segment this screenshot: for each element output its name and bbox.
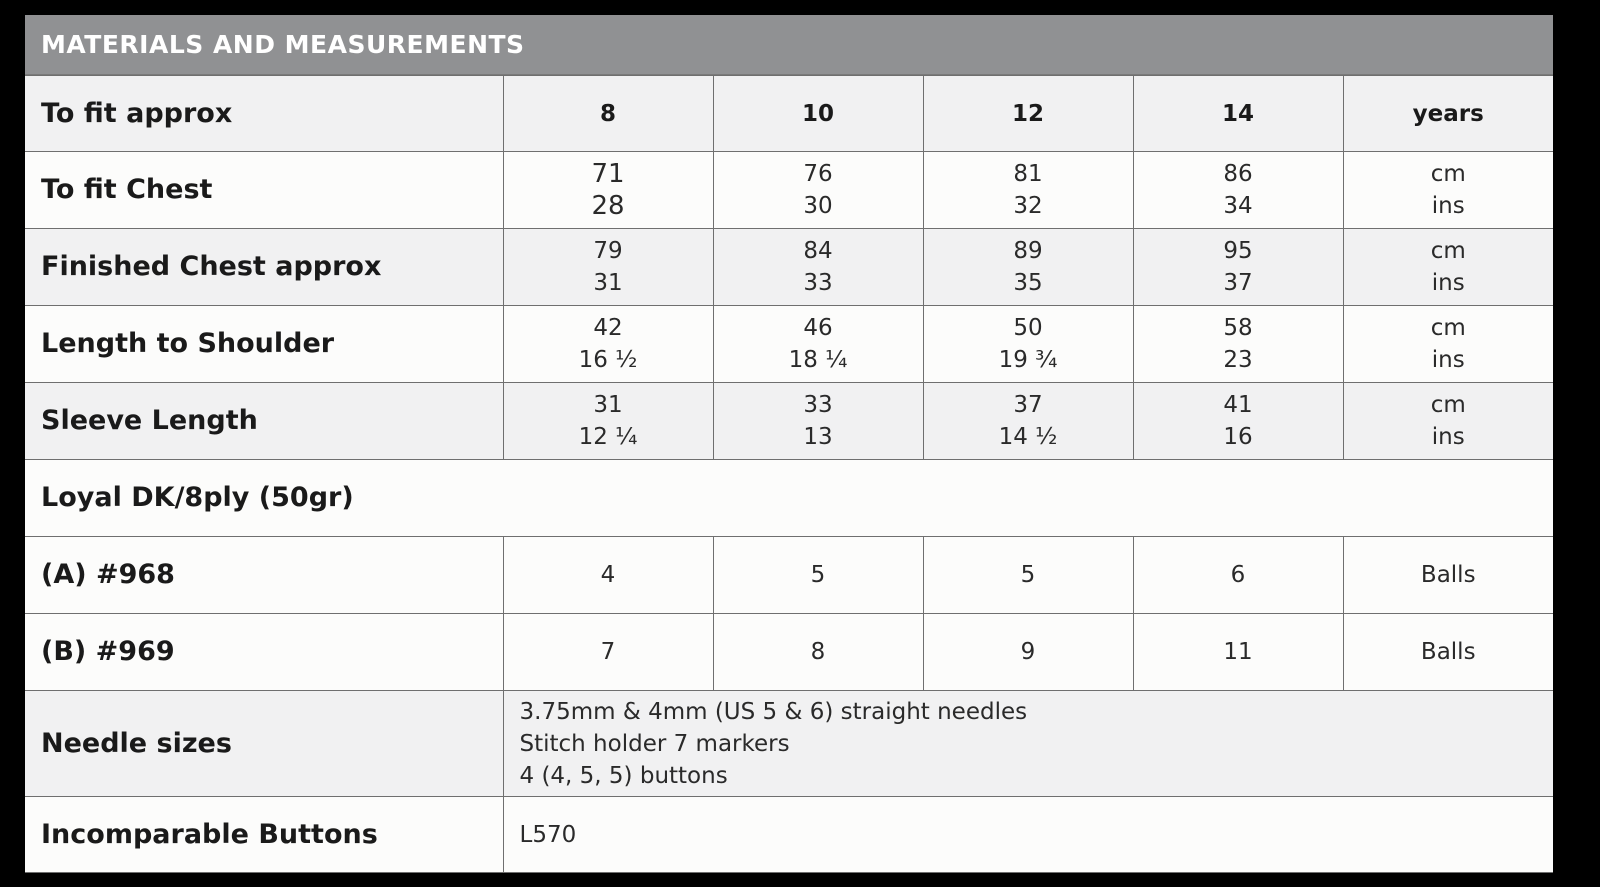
row-label: Length to Shoulder [25,306,503,383]
unit-cell: cm ins [1343,306,1553,383]
cell: 50 19 ¾ [923,306,1133,383]
cell: 37 14 ½ [923,383,1133,460]
unit-cell: cm ins [1343,229,1553,306]
cell: 76 30 [713,152,923,229]
row-label: To fit approx [25,76,503,152]
buttons-cell: L570 [503,797,1553,873]
cell: 42 16 ½ [503,306,713,383]
needles-line: 4 (4, 5, 5) buttons [519,762,728,789]
cell: 4 [503,537,713,614]
row-length-to-shoulder [25,306,1553,383]
cell: 5 [713,537,923,614]
unit-cell: cm ins [1343,383,1553,460]
cell: 11 [1133,614,1343,691]
needles-line: Stitch holder 7 markers [519,730,790,757]
cell: 5 [923,537,1133,614]
cell: 31 12 ¼ [503,383,713,460]
cell: 95 37 [1133,229,1343,306]
cell: 33 13 [713,383,923,460]
row-label: (B) #969 [25,614,503,691]
row-label: (A) #968 [25,537,503,614]
table-title: MATERIALS AND MEASUREMENTS [41,30,525,59]
header-row [25,76,1553,152]
cell: 46 18 ¼ [713,306,923,383]
row-yarn-heading [25,460,1553,537]
row-yarn-b [25,614,1553,691]
unit-cell: Balls [1343,614,1553,691]
size-8: 8 [503,76,713,152]
row-buttons [25,797,1553,873]
cell: 6 [1133,537,1343,614]
cell: 79 31 [503,229,713,306]
cell: 89 35 [923,229,1133,306]
row-to-fit-chest [25,152,1553,229]
row-label: Finished Chest approx [25,229,503,306]
unit-cell: Balls [1343,537,1553,614]
measurements-table [25,75,1553,873]
size-14: 14 [1133,76,1343,152]
cell: 71 28 [503,152,713,229]
cell: 9 [923,614,1133,691]
row-finished-chest [25,229,1553,306]
title-bar [25,15,1553,75]
cell: 7 [503,614,713,691]
row-yarn-a [25,537,1553,614]
cell: 84 33 [713,229,923,306]
row-label: Needle sizes [25,691,503,797]
materials-table-panel [25,15,1553,873]
row-label: To fit Chest [25,152,503,229]
unit-years: years [1343,76,1553,152]
unit-cell: cm ins [1343,152,1553,229]
size-10: 10 [713,76,923,152]
needles-line: 3.75mm & 4mm (US 5 & 6) straight needles [519,698,1028,725]
cell: 81 32 [923,152,1133,229]
row-label: Sleeve Length [25,383,503,460]
row-label: Incomparable Buttons [25,797,503,873]
cell: 86 34 [1133,152,1343,229]
row-needle-sizes [25,691,1553,797]
row-sleeve-length [25,383,1553,460]
cell: 58 23 [1133,306,1343,383]
needles-cell [503,691,1553,797]
yarn-heading: Loyal DK/8ply (50gr) [25,460,1553,537]
cell: 8 [713,614,923,691]
cell: 41 16 [1133,383,1343,460]
size-12: 12 [923,76,1133,152]
